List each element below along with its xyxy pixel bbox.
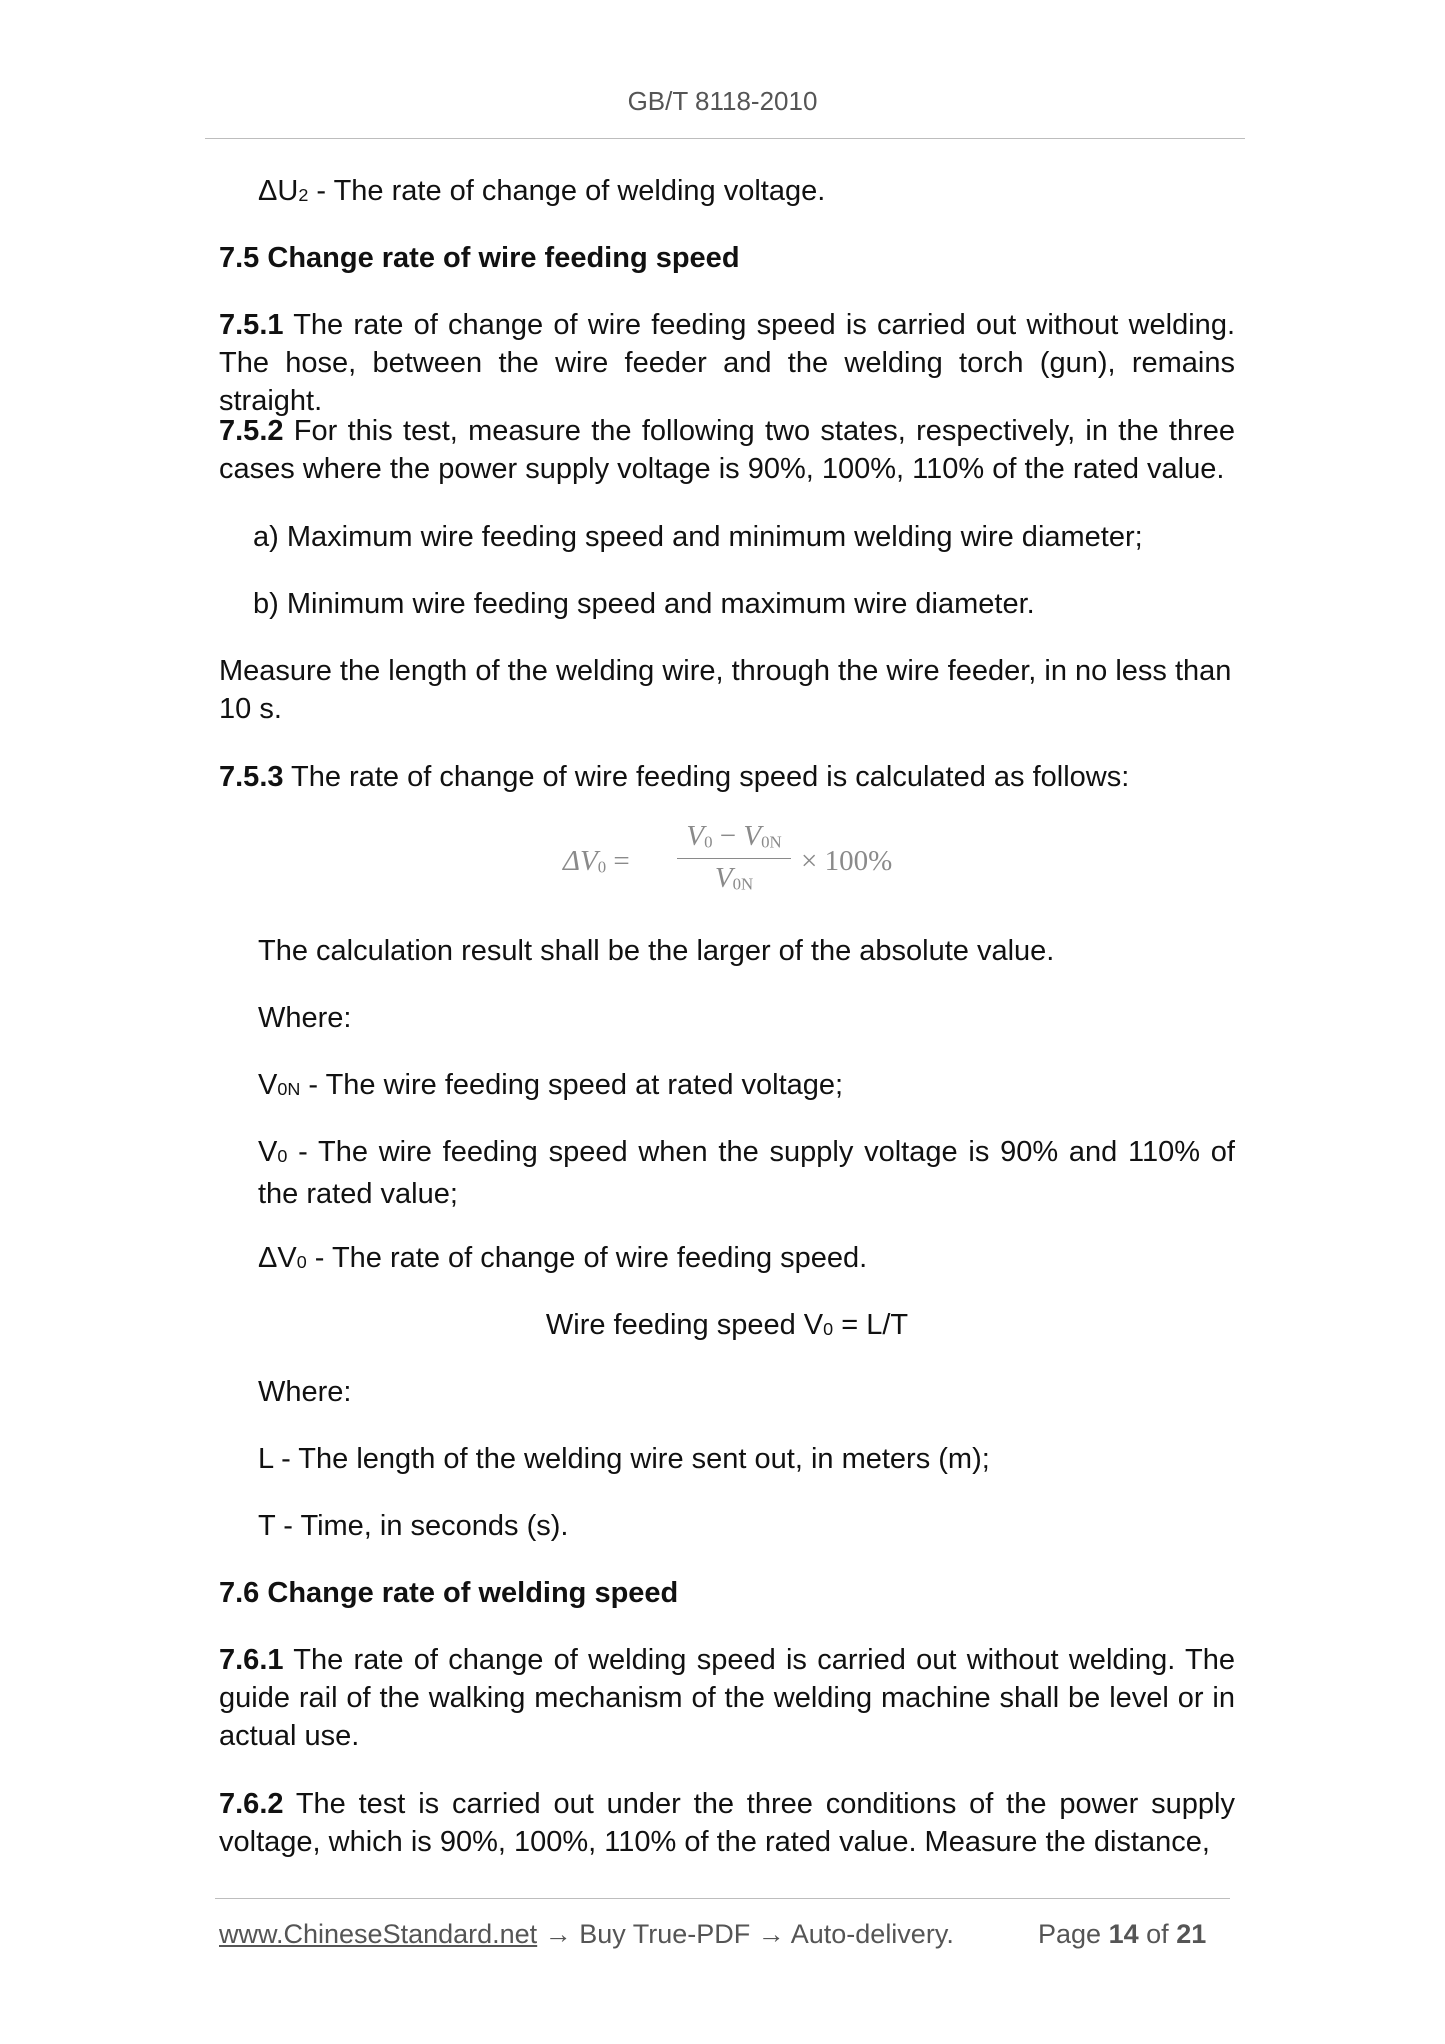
page-total: 21 [1176,1919,1207,1949]
t-definition: T - Time, in seconds (s). [258,1510,569,1542]
footer-left [219,1919,954,1950]
clause-text: The rate of change of wire feeding speed is carried out without welding. The hose, between the wire feeder and the welding torch (gun), remains straight. [219,309,1235,417]
clause-7-6-2 [219,1785,1235,1861]
clause-7-5-2 [219,412,1235,488]
clause-number: 7.5.2 [219,415,284,447]
clause-text: The rate of change of wire feeding speed is calculated as follows: [283,761,1130,793]
fraction-denominator [675,862,793,895]
dv0-definition [258,1239,1235,1281]
symbol: ΔU [258,175,299,207]
definition-text: - The rate of change of welding voltage. [308,175,826,207]
measure-paragraph: Measure the length of the welding wire, through the wire feeder, in no less than 10 s. [219,655,1232,725]
page-number: 14 [1108,1919,1139,1949]
section-heading-7-6: 7.6 Change rate of welding speed [219,1577,679,1609]
subscript: 0 [296,1251,307,1272]
v0n-definition [258,1066,1235,1108]
numerator-term-b: V [743,820,762,852]
numerator-term-a: V [686,820,705,852]
page-indicator [1038,1919,1206,1950]
footer-rule [215,1898,1230,1899]
clause-7-5-1 [219,306,1235,420]
subscript: 2 [298,184,309,205]
lhs-subscript: 0 [597,857,607,877]
definition-text: - The wire feeding speed at rated voltage; [300,1069,844,1101]
clause-7-6-1 [219,1641,1235,1755]
denominator-subscript: 0N [732,874,754,894]
clause-7-5-3 [219,758,1235,796]
symbol: V [258,1069,278,1101]
subscript: 0 [277,1145,288,1166]
formula-suffix: = L/T [833,1309,909,1341]
minus-sign: − [712,820,744,852]
of-label: of [1146,1919,1169,1949]
definition-text: - The wire feeding speed when the supply voltage is 90% and 110% of the rated value; [258,1136,1235,1210]
header-rule [205,138,1245,139]
clause-number: 7.6.1 [219,1644,284,1676]
footer-tagline: → Buy True-PDF → Auto-delivery. [537,1919,954,1949]
clause-number: 7.6.2 [219,1788,284,1820]
change-rate-formula [563,818,923,898]
v0-definition [258,1133,1235,1213]
denominator-term: V [714,862,733,894]
calc-result-paragraph: The calculation result shall be the larger of the absolute value. [258,935,1055,967]
numerator-term-a-subscript: 0 [704,832,713,852]
lhs-symbol: ΔV [563,845,598,877]
list-item-a: a) Maximum wire feeding speed and minimum welding wire diameter; [253,521,1143,553]
subscript: 0N [277,1078,301,1099]
website-link[interactable]: www.ChineseStandard.net [219,1919,538,1949]
subscript: 0 [823,1318,834,1339]
equals-sign: = [606,845,630,877]
formula-prefix: Wire feeding speed V [545,1309,824,1341]
clause-text: The rate of change of welding speed is carried out without welding. The guide rail of the walking mechanism of the welding machine shall be level or in actual use. [219,1644,1235,1752]
speed-formula [219,1306,1235,1348]
formula-rhs: × 100% [801,845,893,877]
clause-number: 7.5.3 [219,761,284,793]
fraction-bar [677,858,791,859]
where-label-2: Where: [258,1376,352,1408]
page-label: Page [1038,1919,1102,1949]
symbol: ΔV [258,1242,297,1274]
running-header: GB/T 8118-2010 [627,86,818,116]
numerator-term-b-subscript: 0N [761,832,782,852]
section-heading-7-5: 7.5 Change rate of wire feeding speed [219,242,740,274]
l-definition: L - The length of the welding wire sent out, in meters (m); [258,1443,990,1475]
definition-text: - The rate of change of wire feeding speed. [306,1242,868,1274]
fraction-numerator [675,820,793,853]
where-label-1: Where: [258,1002,352,1034]
symbol: V [258,1136,278,1168]
clause-number: 7.5.1 [219,309,284,341]
clause-text: For this test, measure the following two states, respectively, in the three cases where the power supply voltage is 90%, 100%, 110% of the rated value. [219,415,1235,485]
clause-text: The test is carried out under the three conditions of the power supply voltage, which is 90%, 100%, 110% of the rated value. Measure the distance, [219,1788,1235,1858]
du2-definition [258,172,1235,214]
formula-lhs [563,845,630,878]
list-item-b: b) Minimum wire feeding speed and maximum wire diameter. [253,588,1035,620]
